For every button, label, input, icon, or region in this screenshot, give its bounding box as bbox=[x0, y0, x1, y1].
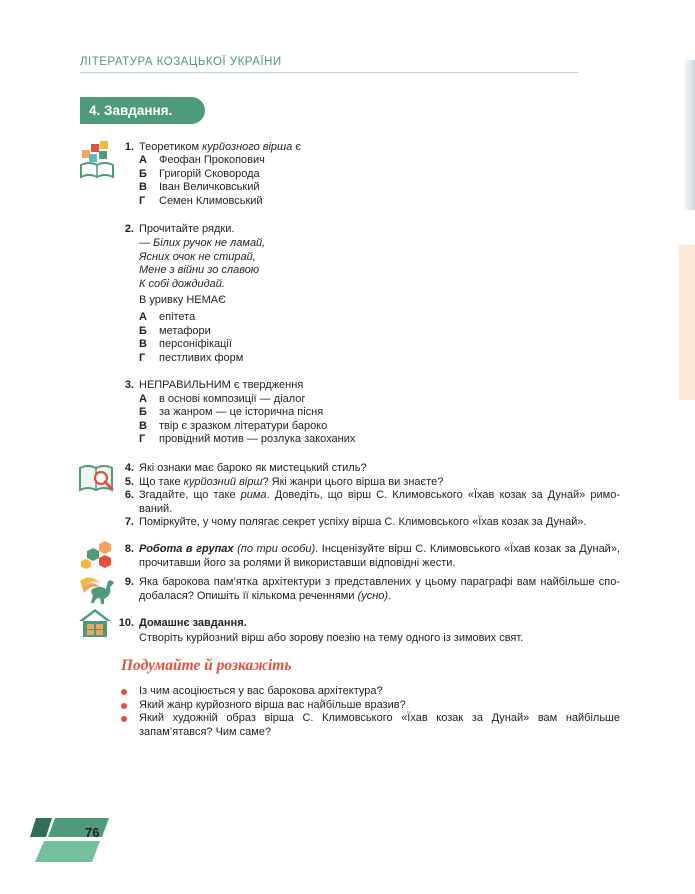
poem-line: Мене з війни зо славою bbox=[139, 264, 260, 276]
question-3-text: НЕПРАВИЛЬНИМ є твердження bbox=[139, 379, 304, 391]
question-8-number: 8. bbox=[124, 543, 134, 555]
question-3-option: А в основі композиції — діалог bbox=[139, 392, 306, 405]
bullet-dot bbox=[121, 703, 127, 709]
question-3-option: В твір є зразком літератури бароко bbox=[139, 419, 328, 432]
question-1-option: В Іван Величковський bbox=[139, 181, 260, 193]
question-1-text: Теоретиком курйозного вірша є bbox=[139, 141, 301, 153]
homework-text: Створіть курйозний вірш або зорову поезію на тему одного із зимових свят. bbox=[139, 632, 524, 644]
poem-line: К собі дождидай. bbox=[139, 277, 225, 290]
bullet-dot bbox=[121, 689, 127, 695]
question-6-number: 6. bbox=[124, 489, 134, 501]
question-1-number: 1. bbox=[124, 141, 134, 153]
question-2-option: А епітета bbox=[139, 311, 196, 323]
question-8-text: Робота в групах (по три особи). Інсценізуйте вірш С. Климовського «Їхав козак за Дунай», прочитавши його за ролями й використавши відповідні жести. bbox=[139, 543, 620, 569]
question-2-option: Г пестливих форм bbox=[139, 351, 244, 364]
question-1-option: Б Григорій Сковорода bbox=[139, 167, 260, 180]
test-blocks-icon bbox=[80, 140, 114, 178]
question-4-text: Які ознаки має бароко як мистецький стиль? bbox=[139, 462, 367, 474]
group-work-icon bbox=[80, 541, 116, 569]
question-2-text: Прочитайте рядки. bbox=[139, 223, 235, 235]
page-edge-glint bbox=[683, 60, 695, 210]
think-item: Який жанр курйозного вірша вас найбільше вразив? bbox=[139, 699, 406, 711]
poem-line: — Білих ручок не ламай, bbox=[139, 237, 266, 249]
question-2-option: В персоніфікації bbox=[139, 338, 232, 350]
section-title: 4. Завдання. bbox=[80, 97, 205, 124]
question-9-text: Яка барокова пам’ятка архітектури з представлених у цьому параграфі вам найбільше сподобалася? Опишіть її кількома реченнями (усно). bbox=[139, 576, 620, 602]
question-3-option: Б за жанром — це історична пісня bbox=[139, 406, 324, 418]
question-10-number: 10. bbox=[118, 617, 134, 629]
question-1-option: А Феофан Прокопович bbox=[139, 154, 265, 166]
question-2-prompt: В уривку НЕМАЄ bbox=[139, 294, 227, 306]
question-4-number: 4. bbox=[124, 462, 134, 474]
bullet-dot bbox=[121, 716, 127, 722]
question-2-option: Б метафори bbox=[139, 324, 211, 337]
page-number: 76 bbox=[85, 825, 100, 840]
question-1-option: Г Семен Климовський bbox=[139, 194, 263, 207]
think-section-heading: Подумайте й розкажіть bbox=[121, 657, 292, 674]
header-divider bbox=[80, 72, 578, 73]
question-2-number: 2. bbox=[124, 223, 134, 235]
book-magnifier-icon bbox=[79, 462, 115, 494]
question-3-number: 3. bbox=[124, 379, 134, 391]
page-edge-tab bbox=[679, 245, 695, 400]
question-5-number: 5. bbox=[124, 475, 134, 488]
question-3-option: Г провідний мотив — розлука закоханих bbox=[139, 433, 356, 445]
question-6-text: Згадайте, що таке рима. Доведіть, що вірш С. Климовського «Їхав козак за Дунай» римований. bbox=[139, 489, 620, 515]
question-9-number: 9. bbox=[124, 576, 134, 588]
question-7-number: 7. bbox=[124, 516, 134, 528]
homework-title: Домашнє завдання. bbox=[139, 617, 247, 629]
poem-line: Ясних очок не стирай, bbox=[139, 250, 256, 263]
footer-stripes-decoration bbox=[30, 815, 130, 863]
question-5-text: Що таке курйозний вірш? Які жанри цього вірша ви знаєте? bbox=[139, 475, 444, 488]
house-icon bbox=[78, 608, 112, 638]
think-item: Який художній образ вірша С. Климовського «Їхав козак за Дунай» вам найбільше запам’ятався? Чим саме? bbox=[139, 712, 620, 738]
think-item: Із чим асоціюється у вас барокова архітектура? bbox=[139, 685, 383, 697]
question-7-text: Поміркуйте, у чому полягає секрет успіху вірша С. Климовського «Їхав козак за Дунай». bbox=[139, 516, 587, 528]
running-header: ЛІТЕРАТУРА КОЗАЦЬКОЇ УКРАЇНИ bbox=[80, 56, 282, 68]
pegasus-icon bbox=[78, 573, 116, 605]
